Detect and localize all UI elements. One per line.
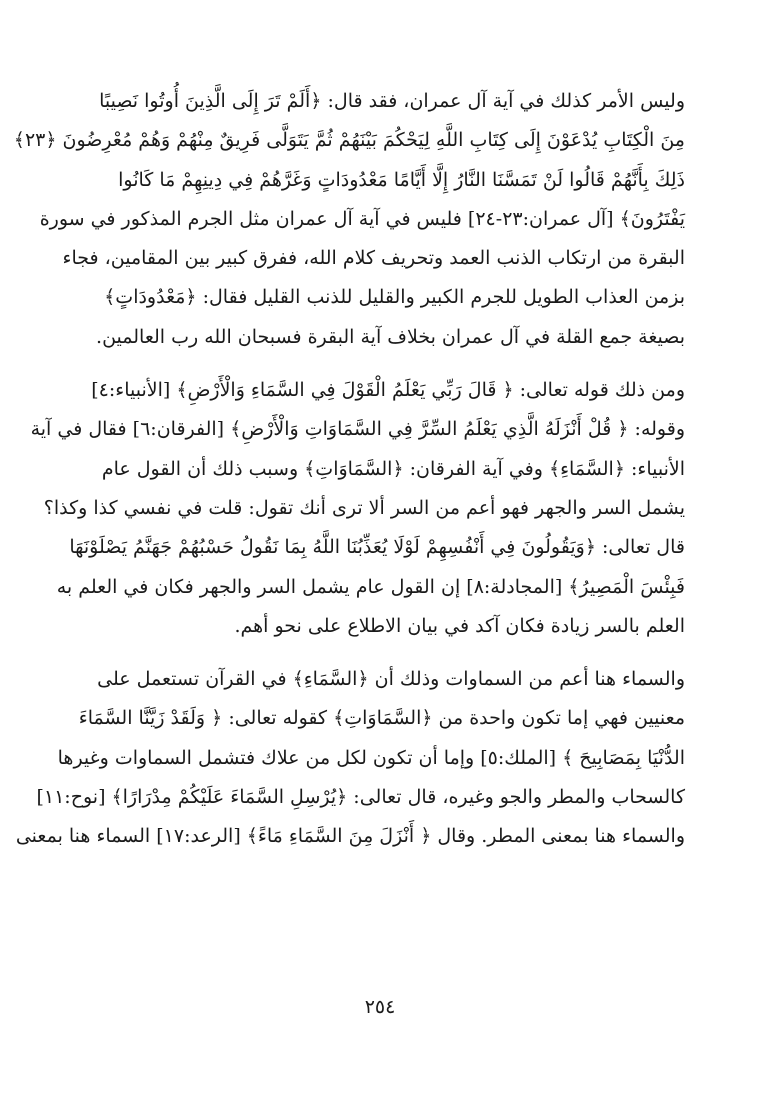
page-body [13, 82, 685, 857]
text-line: ذَلِكَ بِأَنَّهُمْ قَالُوا لَنْ تَمَسَّنَا النَّارُ إِلَّا أَيَّامًا مَعْدُودَاتٍ وَغَرَّهُمْ فِي دِينِهِمْ مَا كَانُوا [118, 168, 685, 191]
text-line: كالسحاب والمطر والجو وغيره، قال تعالى: ﴿يُرْسِلِ السَّمَاءَ عَلَيْكُمْ مِدْرَارًا﴾ [نوح:١١] [36, 786, 685, 809]
text-line: فَبِئْسَ الْمَصِيرُ﴾ [المجادلة:٨] إن القول عام يشمل السر والجهر فكان في العلم به [56, 575, 685, 598]
text-line: يَفْتَرُونَ﴾ [آل عمران:٢٣-٢٤] فليس في آية آل عمران مثل الجرم المذكور في سورة [39, 207, 685, 230]
text-line: وقوله: ﴿ قُلْ أَنْزَلَهُ الَّذِي يَعْلَمُ السِّرَّ فِي السَّمَاوَاتِ وَالْأَرْضِ﴾ [الفرقان:٦] فقال في آية [30, 418, 685, 441]
text-line: البقرة من ارتكاب الذنب العمد وتحريف كلام الله، ففرق كبير بين المقامين، فجاء [62, 247, 685, 270]
text-line: مِنَ الْكِتَابِ يُدْعَوْنَ إِلَى كِتَابِ اللَّهِ لِيَحْكُمَ بَيْنَهُمْ ثُمَّ يَتَوَلَّى فَرِيقٌ مِنْهُمْ وَهُمْ مُعْرِضُونَ ﴿٢٣﴾ [13, 129, 685, 152]
paragraph-1 [13, 82, 685, 357]
text-line: الدُّنْيَا بِمَصَابِيحَ ﴾ [الملك:٥] وإما أن تكون لكل من علاك فتشمل السماوات وغيرها [57, 746, 685, 769]
text-line: معنيين فهي إما تكون واحدة من ﴿السَّمَاوَاتِ﴾ كقوله تعالى: ﴿ وَلَقَدْ زَيَّنَّا السَّمَاءَ [78, 707, 685, 730]
text-line: بصيغة جمع القلة في آل عمران بخلاف آية البقرة فسبحان الله رب العالمين. [96, 325, 685, 348]
text-line: الأنبياء: ﴿السَّمَاءِ﴾ وفي آية الفرقان: ﴿السَّمَاوَاتِ﴾ وسبب ذلك أن القول عام [101, 457, 685, 480]
text-line: قال تعالى: ﴿وَيَقُولُونَ فِي أَنْفُسِهِمْ لَوْلَا يُعَذِّبُنَا اللَّهُ بِمَا نَقُولُ حَسْبُهُمْ جَهَنَّمُ يَصْلَوْنَهَا [69, 536, 685, 559]
text-line: والسماء هنا بمعنى المطر. وقال ﴿ أَنْزَلَ مِنَ السَّمَاءِ مَاءً﴾ [الرعد:١٧] السماء هنا بمعنى [15, 825, 685, 848]
text-line: والسماء هنا أعم من السماوات وذلك أن ﴿السَّمَاءِ﴾ في القرآن تستعمل على [97, 668, 685, 691]
text-line: وليس الأمر كذلك في آية آل عمران، فقد قال: ﴿أَلَمْ تَرَ إِلَى الَّذِينَ أُوتُوا نَصِيبًا [99, 90, 685, 112]
text-line: يشمل السر والجهر فهو أعم من السر ألا ترى أنك تقول: قلت في نفسي كذا وكذا؟ [43, 496, 685, 519]
paragraph-3 [15, 660, 685, 856]
paragraph-2 [30, 371, 685, 646]
text-line: ومن ذلك قوله تعالى: ﴿ قَالَ رَبِّي يَعْلَمُ الْقَوْلَ فِي السَّمَاءِ وَالْأَرْضِ﴾ [الأنبياء:٤] [91, 379, 685, 402]
text-line: العلم بالسر زيادة فكان آكد في بيان الاطلاع على نحو أهم. [234, 614, 685, 637]
text-line: بزمن العذاب الطويل للجرم الكبير والقليل للذنب القليل فقال: ﴿مَعْدُودَاتٍ﴾ [104, 286, 685, 309]
page-number: ٢٥٤ [364, 996, 396, 1018]
